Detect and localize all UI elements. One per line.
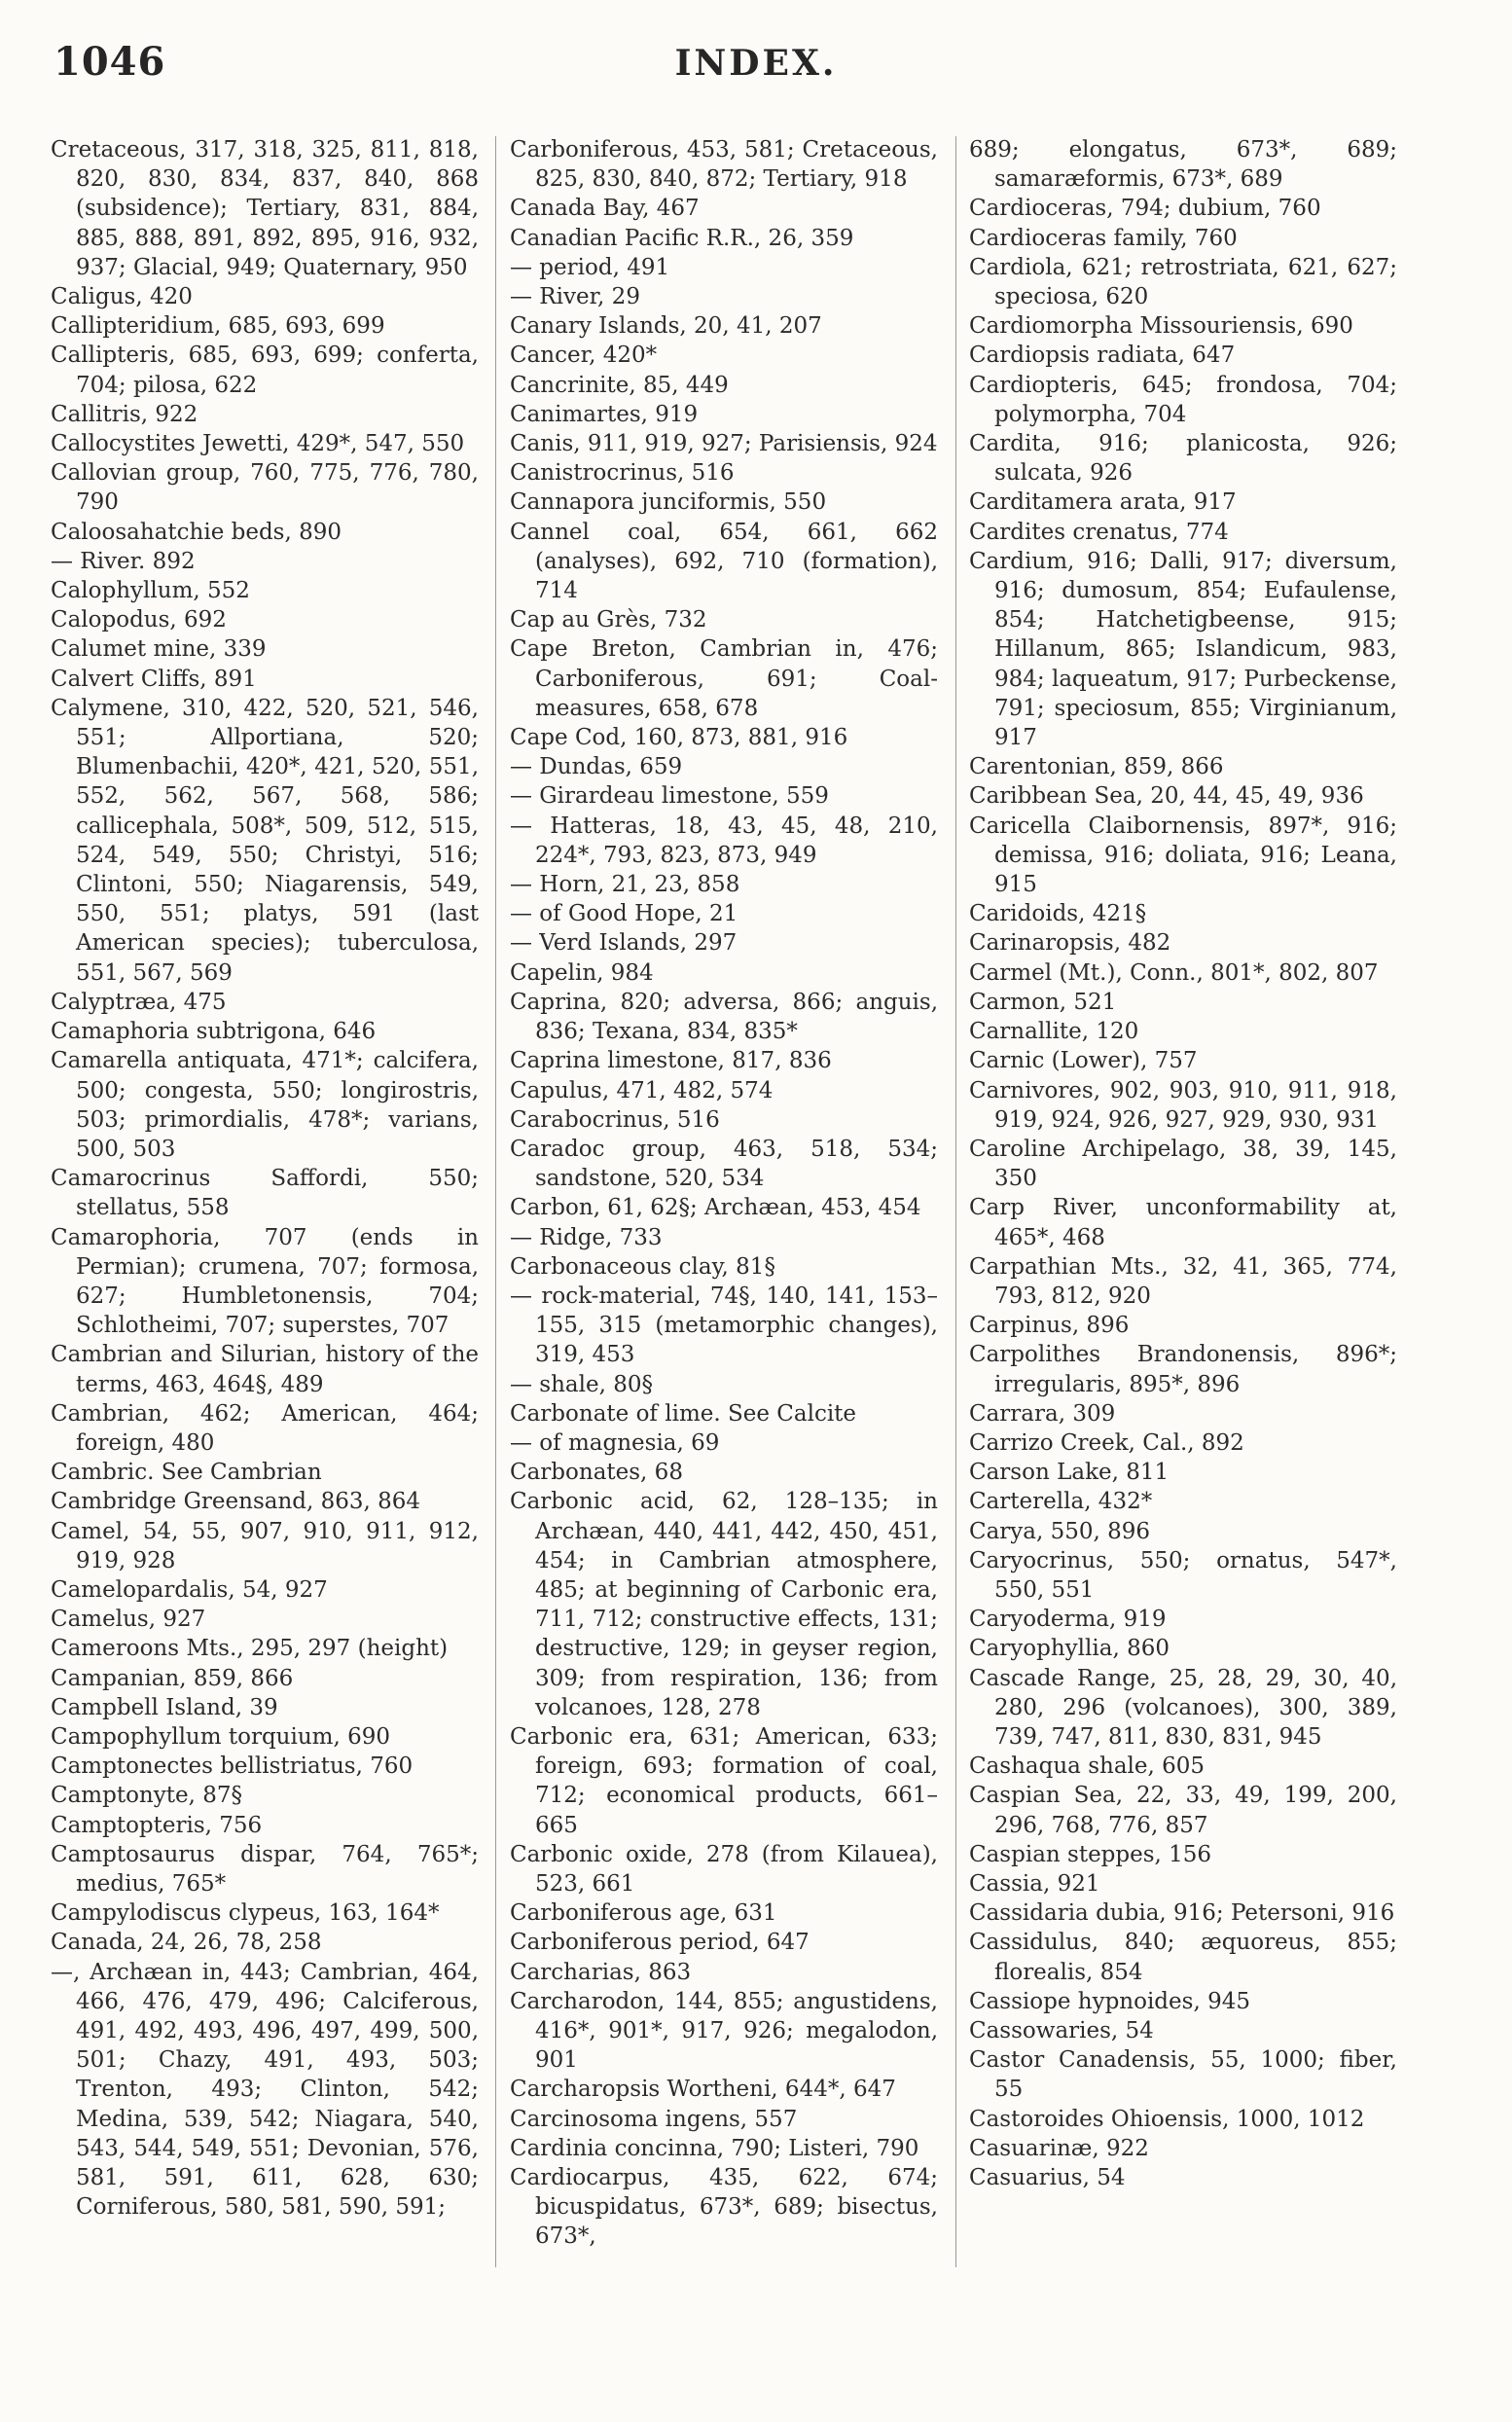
index-entry: Caligus, 420 [51, 284, 193, 310]
index-entry: Camptosaurus dispar, 764, 765*; medius, 765* [51, 1841, 479, 1897]
index-entry: Callocystites Jewetti, 429*, 547, 550 [51, 431, 465, 457]
index-entry: — River. 892 [51, 548, 196, 574]
index-entry: Cardioceras, 794; dubium, 760 [969, 196, 1321, 222]
index-entry: Calvert Cliffs, 891 [51, 666, 257, 692]
page-title: INDEX. [674, 43, 838, 84]
index-entry: Carpathian Mts., 32, 41, 365, 774, 793, 812, 920 [969, 1253, 1397, 1309]
index-entry: Caprina limestone, 817, 836 [510, 1048, 832, 1074]
index-entry: 689; elongatus, 673*, 689; samaræformis, 673*, 689 [969, 137, 1397, 193]
index-entry: Canada Bay, 467 [510, 196, 700, 222]
index-entry: Cassidulus, 840; æquoreus, 855; florealis, 854 [969, 1930, 1397, 1985]
index-entry: Carpolithes Brandonensis, 896*; irregularis, 895*, 896 [969, 1342, 1397, 1397]
index-entry: Carentonian, 859, 866 [969, 754, 1224, 780]
index-entry: Cardita, 916; planicosta, 926; sulcata, 926 [969, 431, 1397, 487]
index-entry: Camptonyte, 87§ [51, 1783, 242, 1809]
index-entry: Caribbean Sea, 20, 44, 45, 49, 936 [969, 783, 1364, 810]
index-entry: Canis, 911, 919, 927; Parisiensis, 924 [510, 431, 938, 457]
index-entry: Cape Breton, Cambrian in, 476; Carboniferous, 691; Coal-measures, 658, 678 [510, 636, 938, 721]
index-entry: Cassiope hypnoides, 945 [969, 1988, 1250, 2014]
index-entry: Cardioceras family, 760 [969, 225, 1238, 251]
index-entry: Cardium, 916; Dalli, 917; diversum, 916; dumosum, 854; Eufaulense, 854; Hatchetigbeense, 915; Hillanum, 865; Islandicum, 983, 984; laqueatum, 917; Purbeckense, 791; speciosum, 855; Virginianum, 917 [969, 548, 1397, 751]
index-entry: Camarella antiquata, 471*; calcifera, 500; congesta, 550; longirostris, 503; primordialis, 478*; varians, 500, 503 [51, 1048, 479, 1162]
index-entry: Caridoids, 421§ [969, 901, 1147, 927]
index-entry: Canada, 24, 26, 78, 258 [51, 1930, 322, 1956]
index-entry: Cambric. See Cambrian [51, 1460, 322, 1486]
index-entry: Cashaqua shale, 605 [969, 1753, 1206, 1780]
index-entry: Cancrinite, 85, 449 [510, 372, 729, 398]
index-entry: Carnivores, 902, 903, 910, 911, 918, 919, 924, 926, 927, 929, 930, 931 [969, 1077, 1397, 1133]
index-entry: — of Good Hope, 21 [510, 901, 738, 927]
index-entry: Carterella, 432* [969, 1489, 1153, 1515]
index-entry: Carrara, 309 [969, 1400, 1116, 1427]
index-entry: Cameroons Mts., 295, 297 (height) [51, 1636, 449, 1662]
index-entry: Cambridge Greensand, 863, 864 [51, 1489, 421, 1515]
index-entry: Cardiopsis radiata, 647 [969, 343, 1236, 369]
index-entry: Cap au Grès, 732 [510, 607, 707, 633]
index-entry: Callovian group, 760, 775, 776, 780, 790 [51, 460, 479, 516]
index-entry: Caryophyllia, 860 [969, 1636, 1170, 1662]
index-entry: Capelin, 984 [510, 959, 654, 986]
index-entry: Cannapora junciformis, 550 [510, 489, 827, 516]
index-entry: Cambrian and Silurian, history of the terms, 463, 464§, 489 [51, 1342, 479, 1397]
index-entry: — period, 491 [510, 254, 670, 280]
page-number: 1046 [54, 39, 166, 85]
index-entry: Carcinosoma ingens, 557 [510, 2106, 798, 2132]
index-entry: Capulus, 471, 482, 574 [510, 1077, 774, 1103]
index-entry: Campanian, 859, 866 [51, 1665, 294, 1691]
index-entry: — Verd Islands, 297 [510, 930, 738, 957]
index-entry: Cambrian, 462; American, 464; foreign, 480 [51, 1400, 479, 1456]
index-entry: Carboniferous, 453, 581; Cretaceous, 825, 830, 840, 872; Tertiary, 918 [510, 137, 938, 193]
index-entry: Carboniferous period, 647 [510, 1930, 810, 1956]
index-entry: Calophyllum, 552 [51, 578, 250, 604]
index-entry: Callitris, 922 [51, 401, 198, 427]
index-entry: Cardinia concinna, 790; Listeri, 790 [510, 2135, 919, 2161]
index-entry: Camel, 54, 55, 907, 910, 911, 912, 919, 928 [51, 1518, 479, 1573]
index-entry: Cancer, 420* [510, 343, 658, 369]
index-entry: Castor Canadensis, 55, 1000; fiber, 55 [969, 2047, 1397, 2103]
index-entry: — River, 29 [510, 284, 640, 310]
index-entry: — Ridge, 733 [510, 1224, 663, 1250]
index-entry: Castoroides Ohioensis, 1000, 1012 [969, 2106, 1365, 2132]
index-entry: Callipteridium, 685, 693, 699 [51, 313, 385, 340]
index-entry: Cretaceous, 317, 318, 325, 811, 818, 820, 830, 834, 837, 840, 868 (subsidence); Tertiary, 831, 884, 885, 888, 891, 892, 895, 916, 932, 937; Glacial, 949; Quaternary, 950 [51, 137, 479, 280]
index-entry: — Hatteras, 18, 43, 45, 48, 210, 224*, 793, 823, 873, 949 [510, 813, 938, 868]
index-entry: — of magnesia, 69 [510, 1429, 720, 1456]
index-entry: Carbonate of lime. See Calcite [510, 1400, 857, 1427]
index-entry: — rock-material, 74§, 140, 141, 153–155, 315 (metamorphic changes), 319, 453 [510, 1283, 938, 1368]
index-entry: Cassowaries, 54 [969, 2018, 1154, 2043]
index-entry: Camptonectes bellistriatus, 760 [51, 1753, 414, 1780]
index-entry: Carmel (Mt.), Conn., 801*, 802, 807 [969, 959, 1379, 986]
index-entry: Casuarinæ, 922 [969, 2135, 1149, 2161]
index-entry: Cannel coal, 654, 661, 662 (analyses), 692, 710 (formation), 714 [510, 519, 938, 604]
index-entry: Carnic (Lower), 757 [969, 1048, 1198, 1074]
index-entry: Caroline Archipelago, 38, 39, 145, 350 [969, 1136, 1397, 1192]
index-entry: Camarocrinus Saffordi, 550; stellatus, 558 [51, 1166, 479, 1221]
index-entry: Caricella Claibornensis, 897*, 916; demissa, 916; doliata, 916; Leana, 915 [969, 813, 1397, 898]
index-entry: Carpinus, 896 [969, 1313, 1130, 1339]
index-entry: Calopodus, 692 [51, 607, 227, 633]
index-entry: Casuarius, 54 [969, 2165, 1126, 2191]
index-entry: Carmon, 521 [969, 989, 1117, 1015]
index-entry: Caryocrinus, 550; ornatus, 547*, 550, 551 [969, 1547, 1397, 1603]
index-column-3 [969, 135, 1397, 2192]
column-divider [495, 136, 496, 2267]
index-entry: — Girardeau limestone, 559 [510, 783, 829, 810]
index-entry: Camelus, 927 [51, 1607, 206, 1633]
column-divider [955, 136, 956, 2267]
index-entry: Carinaropsis, 482 [969, 930, 1171, 957]
index-entry: Calumet mine, 339 [51, 636, 267, 663]
index-entry: Cassia, 921 [969, 1870, 1100, 1897]
index-entry: Cape Cod, 160, 873, 881, 916 [510, 725, 848, 751]
index-entry: Carbon, 61, 62§; Archæan, 453, 454 [510, 1195, 921, 1221]
index-entry: Calyptræa, 475 [51, 989, 227, 1015]
index-entry: Carson Lake, 811 [969, 1460, 1170, 1486]
index-entry: Carrizo Creek, Cal., 892 [969, 1429, 1244, 1456]
index-entry: — Horn, 21, 23, 858 [510, 872, 740, 898]
index-entry: Carbonic oxide, 278 (from Kilauea), 523, 661 [510, 1841, 938, 1897]
index-entry: Caradoc group, 463, 518, 534; sandstone, 520, 534 [510, 1136, 938, 1192]
index-entry: Canary Islands, 20, 41, 207 [510, 313, 822, 340]
index-entry: Carditamera arata, 917 [969, 489, 1237, 516]
index-entry: Calymene, 310, 422, 520, 521, 546, 551; Allportiana, 520; Blumenbachii, 420*, 421, 520, 551, 552, 562, 567, 568, 586; callicephala, 508*, 509, 512, 515, 524, 549, 550; Christyi, 516; Clintoni, 550; Niagarensis, 549, 550, 551; platys, 591 (last American species); tuberculosa, 551, 567, 569 [51, 695, 479, 986]
index-entry: Campbell Island, 39 [51, 1694, 278, 1720]
index-entry: Camelopardalis, 54, 927 [51, 1576, 328, 1603]
index-entry: — shale, 80§ [510, 1371, 653, 1397]
index-entry: —, Archæan in, 443; Cambrian, 464, 466, 476, 479, 496; Calciferous, 491, 492, 493, 496, 497, 499, 500, 501; Chazy, 491, 493, 503; Trenton, 493; Clinton, 542; Medina, 539, 542; Niagara, 540, 543, 544, 549, 551; Devonian, 576, 581, 591, 611, 628, 630; Corniferous, 580, 581, 590, 591; [51, 1959, 479, 2221]
index-entry: — Dundas, 659 [510, 754, 683, 780]
index-entry: Canadian Pacific R.R., 26, 359 [510, 225, 854, 251]
index-entry: Cascade Range, 25, 28, 29, 30, 40, 280, 296 (volcanoes), 300, 389, 739, 747, 811, 830, 831, 945 [969, 1665, 1397, 1750]
index-entry: Cardiomorpha Missouriensis, 690 [969, 313, 1353, 340]
index-entry: Canistrocrinus, 516 [510, 460, 735, 487]
index-entry: Carcharopsis Wortheni, 644*, 647 [510, 2077, 896, 2103]
index-entry: Caspian Sea, 22, 33, 49, 199, 200, 296, 768, 776, 857 [969, 1783, 1397, 1838]
index-entry: Carboniferous age, 631 [510, 1900, 777, 1927]
index-entry: Camaphoria subtrigona, 646 [51, 1019, 377, 1045]
index-entry: Campylodiscus clypeus, 163, 164* [51, 1900, 440, 1927]
index-entry: Cardiopteris, 645; frondosa, 704; polymorpha, 704 [969, 372, 1397, 427]
index-entry: Carnallite, 120 [969, 1019, 1139, 1045]
index-entry: Carbonaceous clay, 81§ [510, 1253, 775, 1280]
index-column-1 [51, 135, 479, 2222]
index-entry: Carp River, unconformability at, 465*, 468 [969, 1195, 1397, 1250]
index-entry: Cardiocarpus, 435, 622, 674; bicuspidatus, 673*, 689; bisectus, 673*, [510, 2165, 938, 2250]
index-entry: Camptopteris, 756 [51, 1812, 263, 1838]
index-entry: Cassidaria dubia, 916; Petersoni, 916 [969, 1900, 1395, 1927]
index-column-2 [510, 135, 938, 2252]
index-entry: Carcharodon, 144, 855; angustidens, 416*, 901*, 917, 926; megalodon, 901 [510, 1988, 938, 2074]
index-entry: Canimartes, 919 [510, 401, 699, 427]
index-entry: Caryoderma, 919 [969, 1607, 1167, 1633]
index-entry: Caspian steppes, 156 [969, 1841, 1212, 1867]
index-entry: Cardites crenatus, 774 [969, 519, 1229, 545]
index-entry: Camarophoria, 707 (ends in Permian); crumena, 707; formosa, 627; Humbletonensis, 704; Schlotheimi, 707; superstes, 707 [51, 1224, 479, 1339]
index-entry: Carbonates, 68 [510, 1460, 683, 1486]
index-entry: Caloosahatchie beds, 890 [51, 519, 342, 545]
index-entry: Carbonic era, 631; American, 633; foreign, 693; formation of coal, 712; economical products, 661–665 [510, 1723, 938, 1838]
index-entry: Campophyllum torquium, 690 [51, 1723, 390, 1750]
index-entry: Cardiola, 621; retrostriata, 621, 627; speciosa, 620 [969, 254, 1397, 310]
index-entry: Callipteris, 685, 693, 699; conferta, 704; pilosa, 622 [51, 343, 479, 398]
index-entry: Carbonic acid, 62, 128–135; in Archæan, 440, 441, 442, 450, 451, 454; in Cambrian atmosphere, 485; at beginning of Carbonic era, 711, 712; constructive effects, 131; destructive, 129; in geyser region, 309; from respiration, 136; from volcanoes, 128, 278 [510, 1489, 938, 1720]
index-entry: Caprina, 820; adversa, 866; anguis, 836; Texana, 834, 835* [510, 989, 938, 1045]
index-entry: Carya, 550, 896 [969, 1518, 1151, 1544]
index-entry: Carcharias, 863 [510, 1959, 692, 1985]
index-entry: Carabocrinus, 516 [510, 1106, 720, 1133]
